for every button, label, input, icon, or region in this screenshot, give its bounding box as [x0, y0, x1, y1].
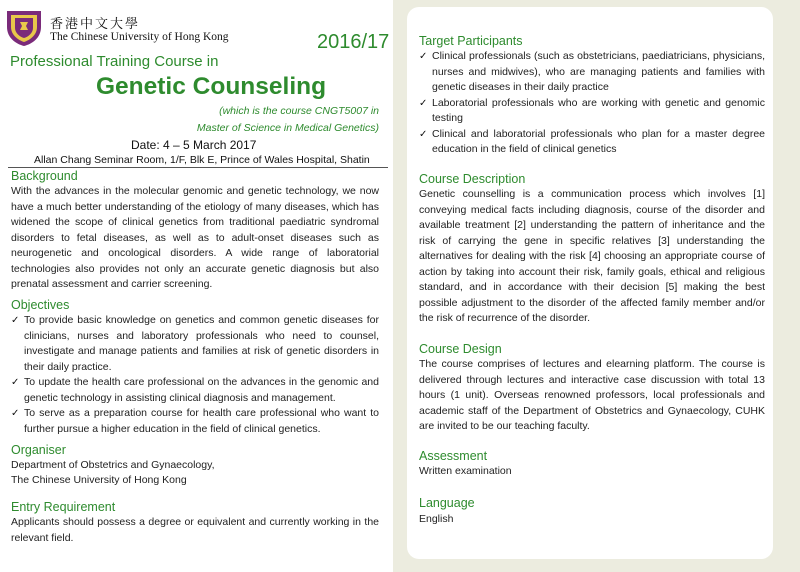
checkmark-icon: ✓: [419, 97, 428, 109]
objective-text: To serve as a preparation course for health care professional who want to further pursue a higher education in the field of clinical genetics.: [24, 407, 379, 435]
list-item: [419, 49, 765, 96]
academic-year: 2016/17: [317, 31, 390, 53]
divider: [8, 167, 388, 168]
assessment-heading: Assessment: [419, 449, 488, 463]
course-prefix: Professional Training Course in: [10, 53, 219, 70]
background-text: With the advances in the molecular genomic and genetic technology, we now have a much better understanding of the etiology of many diseases, which has widened the scope of clinical genetics from traditional paediatric syndromal disorders to fetal diseases, as well as to adult-onset diseases such as neurogenetic and oncological disorders. A wide range of laboratorial technologies also provides not only an accurate genetic diagnosis but also prenatal assessment and carrier screening.: [11, 185, 379, 290]
checkmark-icon: ✓: [419, 51, 428, 62]
checkmark-icon: ✓: [11, 408, 20, 419]
course-description-text: Genetic counselling is a communication process which involves [1] conveying medical facts including diagnosis, course of the disorder and available treatment [2] understanding the pattern of inheritance and the risk of carrying the gene in specific relatives [3] understanding the alternatives for dealing with the risk [4] choosing an appropriate course of action by taking into account their risk, family goals, ethical and religious standard, and in accordance with their decision [5] making the best possible adjustment to the disorder of the affected family member and/or the risk of recurrence of the disorder.: [419, 188, 765, 324]
assessment-text: Written examination: [419, 465, 512, 477]
organiser-line-2: The Chinese University of Hong Kong: [11, 474, 187, 486]
checkmark-icon: ✓: [419, 128, 428, 140]
list-item: [11, 406, 379, 437]
course-note-line-1: (which is the course CNGT5007 in: [219, 105, 379, 117]
organiser-line-1: Department of Obstetrics and Gynaecology,: [11, 459, 215, 471]
participant-text: Clinical and laboratorial professionals who plan for a master degree education in the field of clinical genetics: [432, 127, 765, 155]
course-description-heading: Course Description: [419, 172, 526, 186]
course-design-text: The course comprises of lectures and elearning platform. The course is delivered through lectures and interactive case discussion with total 13 hours (1 unit). Overseas renowned professors, local professionals and academic staff of the Department of Obstetrics and Gynaecology, CUHK are invited to be our teaching faculty.: [419, 358, 765, 432]
list-item: [11, 313, 379, 375]
list-item: [419, 127, 765, 158]
right-panel: [407, 7, 773, 559]
course-venue: Allan Chang Seminar Room, 1/F, Blk E, Prince of Wales Hospital, Shatin: [34, 154, 370, 166]
objective-text: To update the health care professional on the advances in the genomic and genetic technology in assisting clinical diagnosis and management.: [24, 376, 379, 404]
university-name-chinese: 香港中文大學: [50, 17, 141, 32]
background-heading: Background: [11, 169, 78, 183]
entry-requirement-heading: Entry Requirement: [11, 500, 116, 514]
target-participants-heading: Target Participants: [419, 34, 523, 48]
language-heading: Language: [419, 496, 475, 510]
university-name-english: The Chinese University of Hong Kong: [50, 31, 229, 43]
organiser-heading: Organiser: [11, 443, 66, 457]
course-design-heading: Course Design: [419, 342, 502, 356]
left-panel: [0, 0, 393, 572]
course-date: Date: 4 – 5 March 2017: [131, 138, 257, 152]
objectives-list: [11, 313, 379, 437]
list-item: [419, 96, 765, 127]
list-item: [11, 375, 379, 406]
target-participants-list: [419, 49, 765, 158]
objective-text: To provide basic knowledge on genetics and common genetic diseases for clinicians, nurses and laboratory professionals who need to counsel, investigate and manage patients and families at risk of genetic disorders in their daily practice.: [24, 314, 379, 373]
cuhk-crest-icon: [4, 9, 44, 47]
objectives-heading: Objectives: [11, 298, 70, 312]
checkmark-icon: ✓: [11, 315, 20, 326]
participant-text: Laboratorial professionals who are working with genetic and genomic testing: [432, 96, 765, 124]
language-text: English: [419, 513, 454, 525]
participant-text: Clinical professionals (such as obstetricians, paediatricians, physicians, nurses and midwives), who are managing patients and families with genetic diseases in their daily practice: [432, 50, 765, 93]
course-note-line-2: Master of Science in Medical Genetics): [196, 122, 379, 134]
checkmark-icon: ✓: [11, 377, 20, 388]
course-title: Genetic Counseling: [96, 73, 327, 100]
entry-requirement-text: Applicants should possess a degree or equivalent and currently working in the relevant field.: [11, 516, 379, 544]
